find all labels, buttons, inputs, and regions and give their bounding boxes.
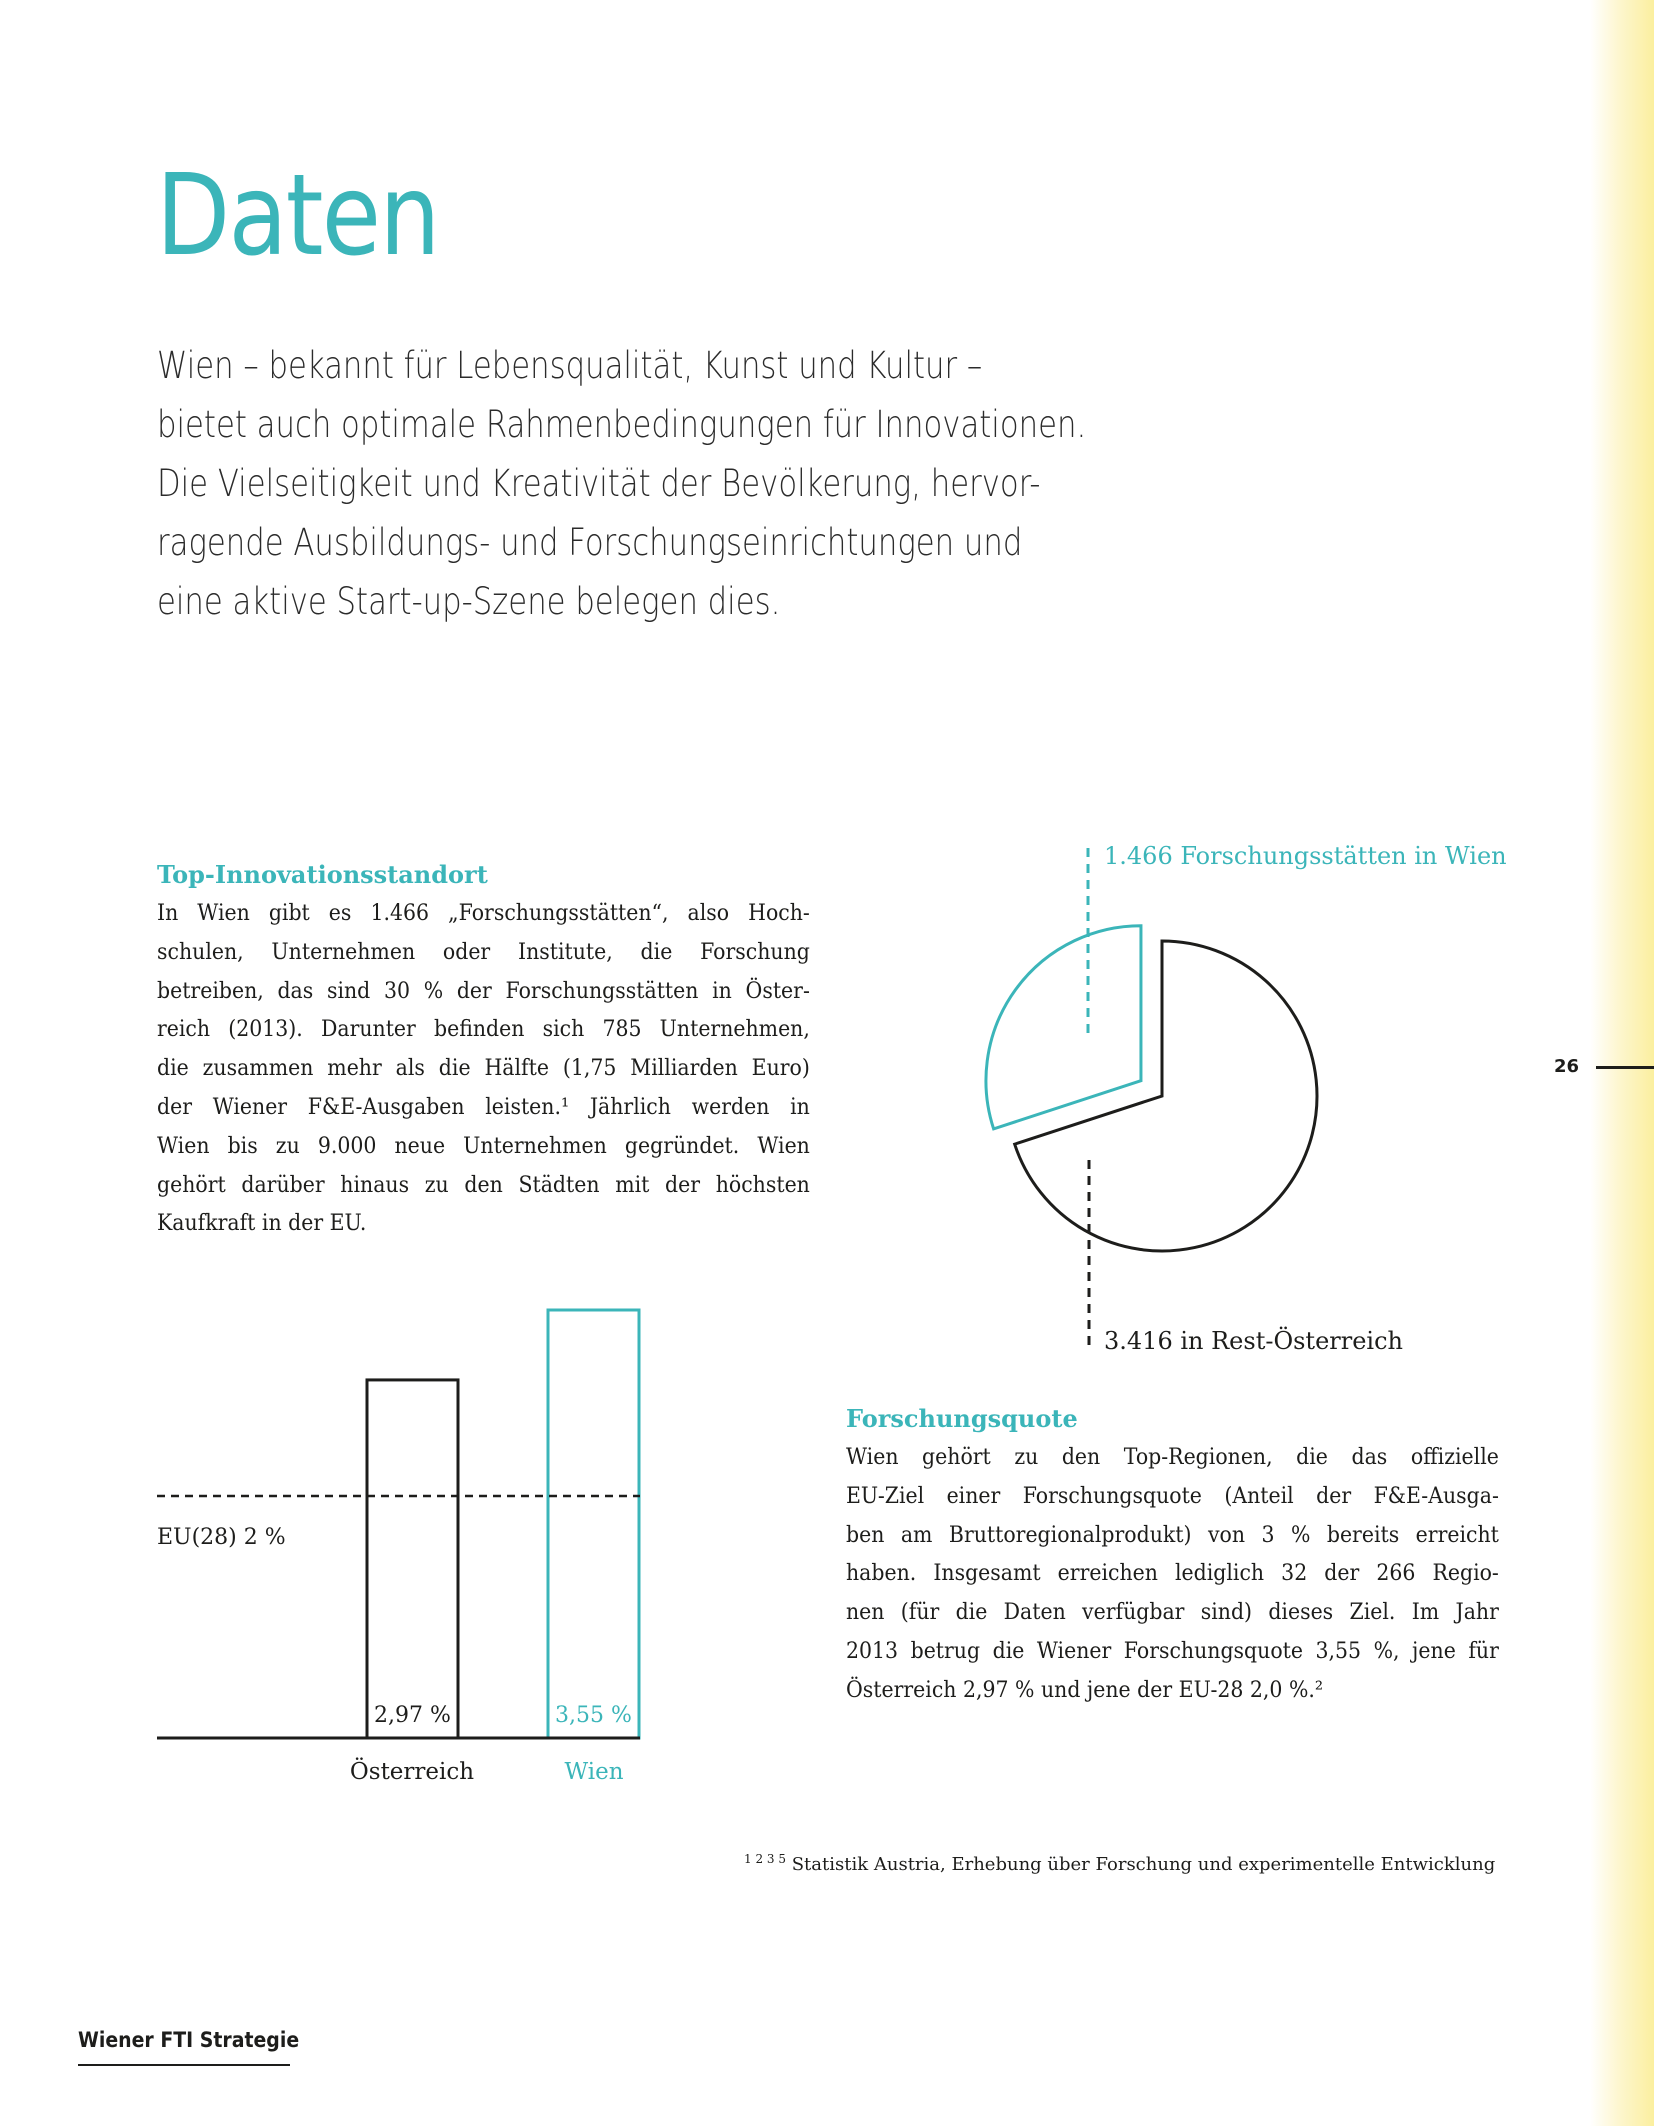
section-heading-innovation: Top-Innovationsstandort <box>157 860 488 889</box>
page-number-rule <box>1596 1066 1654 1069</box>
pie-label-rest-oesterreich: 3.416 in Rest-Österreich <box>1104 1327 1404 1355</box>
bar-category-label-oesterreich: Österreich <box>349 1759 475 1785</box>
body-line: nen (für die Daten verfügbar sind) dieses Ziel. Im Jahr <box>846 1600 1499 1626</box>
body-line: Wien gehört zu den Top-Regionen, die das offizielle <box>846 1445 1499 1470</box>
body-line: In Wien gibt es 1.466 „Forschungsstätten“, also Hoch- <box>157 901 810 926</box>
body-line: die zusammen mehr als die Hälfte (1,75 Milliarden Euro) <box>157 1056 810 1082</box>
intro-line: eine aktive Start-up-Szene belegen dies. <box>157 580 781 623</box>
footnote-text: Statistik Austria, Erhebung über Forschung und experimentelle Entwicklung <box>791 1854 1496 1875</box>
body-line: der Wiener F&E-Ausgaben leisten.¹ Jährlich werden in <box>157 1094 810 1120</box>
bar-wien <box>548 1310 639 1738</box>
intro-line: Die Vielseitigkeit und Kreativität der Bevölkerung, hervor- <box>157 462 1041 505</box>
intro-line: ragende Ausbildungs- und Forschungseinrichtungen und <box>157 521 1023 564</box>
footnote-marks: 1 2 3 5 <box>744 1852 786 1866</box>
footer-brand-rule <box>78 2064 290 2066</box>
body-line: 2013 betrug die Wiener Forschungsquote 3,55 %, jene für <box>846 1638 1499 1664</box>
page-title: Daten <box>156 151 439 281</box>
body-line: Kaufkraft in der EU. <box>157 1211 367 1237</box>
pie-slice-wien <box>986 926 1141 1129</box>
pie-slice-rest-oesterreich <box>1015 941 1317 1251</box>
body-line: Wien bis zu 9.000 neue Unternehmen gegründet. Wien <box>157 1133 810 1159</box>
footer-brand: Wiener FTI Strategie <box>78 2028 300 2052</box>
footnote <box>744 1852 1495 1875</box>
section-heading-research-quota: Forschungsquote <box>846 1404 1078 1433</box>
bar-value-label-wien: 3,55 % <box>555 1703 632 1728</box>
bar-value-label-oesterreich: 2,97 % <box>374 1703 451 1728</box>
body-line: schulen, Unternehmen oder Institute, die Forschung <box>157 939 810 965</box>
intro-line: Wien – bekannt für Lebensqualität, Kunst und Kultur – <box>157 344 983 387</box>
pie-chart <box>986 842 1507 1355</box>
body-line: haben. Insgesamt erreichen lediglich 32 der 266 Regio- <box>846 1561 1499 1587</box>
body-line: betreiben, das sind 30 % der Forschungsstätten in Öster- <box>157 978 810 1004</box>
intro-line: bietet auch optimale Rahmenbedingungen für Innovationen. <box>157 403 1087 446</box>
eu-reference-label: EU(28) 2 % <box>157 1525 286 1550</box>
body-line: EU-Ziel einer Forschungsquote (Anteil der F&E-Ausga- <box>846 1483 1499 1509</box>
bar-oesterreich <box>367 1380 458 1738</box>
body-line: Österreich 2,97 % und jene der EU-28 2,0 %.² <box>846 1677 1324 1703</box>
page-number: 26 <box>1554 1056 1580 1077</box>
pie-label-wien: 1.466 Forschungsstätten in Wien <box>1104 842 1507 870</box>
body-line: gehört darüber hinaus zu den Städten mit der höchsten <box>157 1172 810 1198</box>
bar-category-label-wien: Wien <box>564 1759 624 1785</box>
body-line: ben am Bruttoregionalprodukt) von 3 % bereits erreicht <box>846 1522 1499 1548</box>
bar-chart <box>157 1310 640 1785</box>
body-line: reich (2013). Darunter befinden sich 785 Unternehmen, <box>157 1017 810 1043</box>
